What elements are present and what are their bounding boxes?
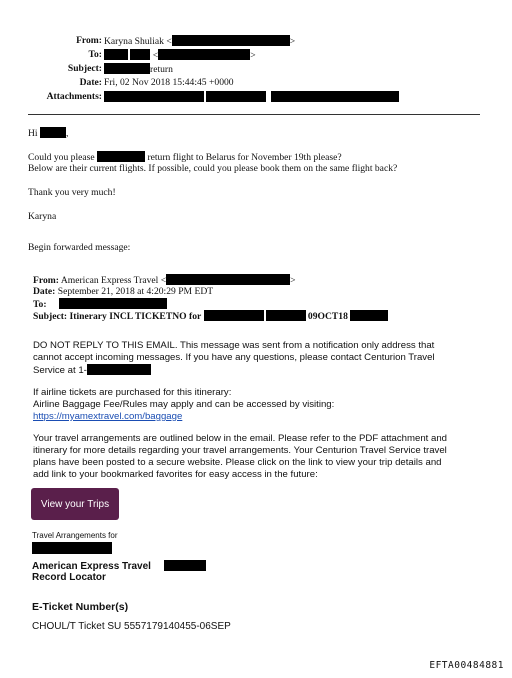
fwd-subject-value: Itinerary INCL TICKETNO for	[69, 311, 202, 322]
subject-value	[104, 63, 173, 75]
redaction	[266, 310, 306, 321]
notice-line-3	[33, 364, 151, 376]
document-id: EFTA00484881	[429, 660, 504, 671]
request-line	[28, 151, 342, 163]
redaction	[87, 364, 151, 375]
request-text-b: return flight to Belarus for November 19th please?	[147, 152, 342, 163]
date-label: Date:	[79, 77, 102, 88]
redaction	[172, 35, 290, 46]
to-value: < >	[104, 49, 256, 61]
fwd-from-label: From:	[33, 275, 59, 286]
attachments-value[interactable]	[104, 91, 399, 103]
from-name: Karyna Shuliak <	[104, 36, 172, 47]
greeting: Hi ,	[28, 128, 69, 139]
to-label: To:	[88, 49, 102, 60]
redaction	[97, 151, 145, 162]
thanks-line: Thank you very much!	[28, 187, 116, 198]
subject-text: return	[150, 64, 173, 75]
redaction	[166, 274, 290, 285]
baggage-link-row	[33, 411, 182, 422]
baggage-line-2: Airline Baggage Fee/Rules may apply and can be accessed by visiting:	[33, 399, 335, 410]
date-value: Fri, 02 Nov 2018 15:44:45 +0000	[104, 77, 234, 88]
redaction	[32, 542, 112, 554]
baggage-line-1: If airline tickets are purchased for this itinerary:	[33, 387, 232, 398]
notice-line-2: cannot accept incoming messages. If you have any questions, please contact Centurion Travel	[33, 352, 435, 363]
notice-line-1: DO NOT REPLY TO THIS EMAIL. This message was sent from a notification only address that	[33, 340, 435, 351]
fwd-to	[33, 298, 167, 310]
subject-label: Subject:	[67, 63, 102, 74]
forwarded-label: Begin forwarded message:	[28, 242, 131, 253]
from-value: Karyna Shuliak < >	[104, 36, 296, 47]
redaction	[271, 91, 399, 102]
redaction	[130, 49, 150, 60]
fwd-date-label: Date:	[33, 286, 56, 297]
greeting-text: Hi	[28, 128, 38, 139]
record-locator-line-2: Record Locator	[32, 572, 106, 583]
redaction	[204, 310, 264, 321]
redaction	[206, 91, 266, 102]
arrangements-line-1: Your travel arrangements are outlined below in the email. Please refer to the PDF attachment and	[33, 433, 448, 444]
fwd-from-value: American Express Travel <	[60, 275, 167, 286]
redaction	[104, 63, 150, 74]
fwd-subject	[33, 310, 388, 322]
fwd-subject-tail: 09OCT18	[307, 311, 348, 322]
flights-line: Below are their current flights. If possible, could you please book them on the same flight back?	[28, 163, 398, 174]
redaction	[164, 560, 206, 571]
redaction	[350, 310, 388, 321]
record-locator-text-1: American Express Travel	[32, 561, 151, 572]
fwd-to-label: To:	[33, 299, 47, 310]
fwd-from: From: American Express Travel < >	[33, 275, 296, 286]
fwd-date	[33, 286, 213, 297]
fwd-subject-label: Subject:	[33, 311, 68, 322]
ticket-line: CHOUL/T Ticket SU 5557179140455-06SEP	[32, 621, 231, 632]
arrangements-line-2: itinerary for more details regarding your travel arrangements. Your Centurion Travel Service travel	[33, 445, 447, 456]
redaction	[104, 49, 128, 60]
traveler-name	[32, 542, 112, 555]
arrangements-for-label: Travel Arrangements for	[32, 531, 118, 540]
redaction	[40, 127, 66, 138]
from-label: From:	[76, 35, 102, 46]
header-divider	[28, 114, 480, 115]
arrangements-line-4: add link to your bookmarked favorites for easy access in the future:	[33, 469, 318, 480]
view-trips-button[interactable]: View your Trips	[31, 488, 119, 520]
attachments-label: Attachments:	[46, 91, 102, 102]
redaction	[59, 298, 167, 309]
email-header	[0, 0, 512, 110]
request-text-a: Could you please	[28, 152, 95, 163]
notice-text-3: Service at 1-	[33, 365, 87, 376]
signature: Karyna	[28, 211, 57, 222]
redaction	[104, 91, 204, 102]
redaction	[158, 49, 250, 60]
eticket-heading: E-Ticket Number(s)	[32, 601, 129, 613]
record-locator-line-1	[32, 560, 206, 572]
baggage-link[interactable]: https://myamextravel.com/baggage	[33, 411, 183, 422]
fwd-date-value: September 21, 2018 at 4:20:29 PM EDT	[57, 286, 214, 297]
arrangements-line-3: plans have been posted to a secure website. Please click on the link to view your trip details and	[33, 457, 442, 468]
